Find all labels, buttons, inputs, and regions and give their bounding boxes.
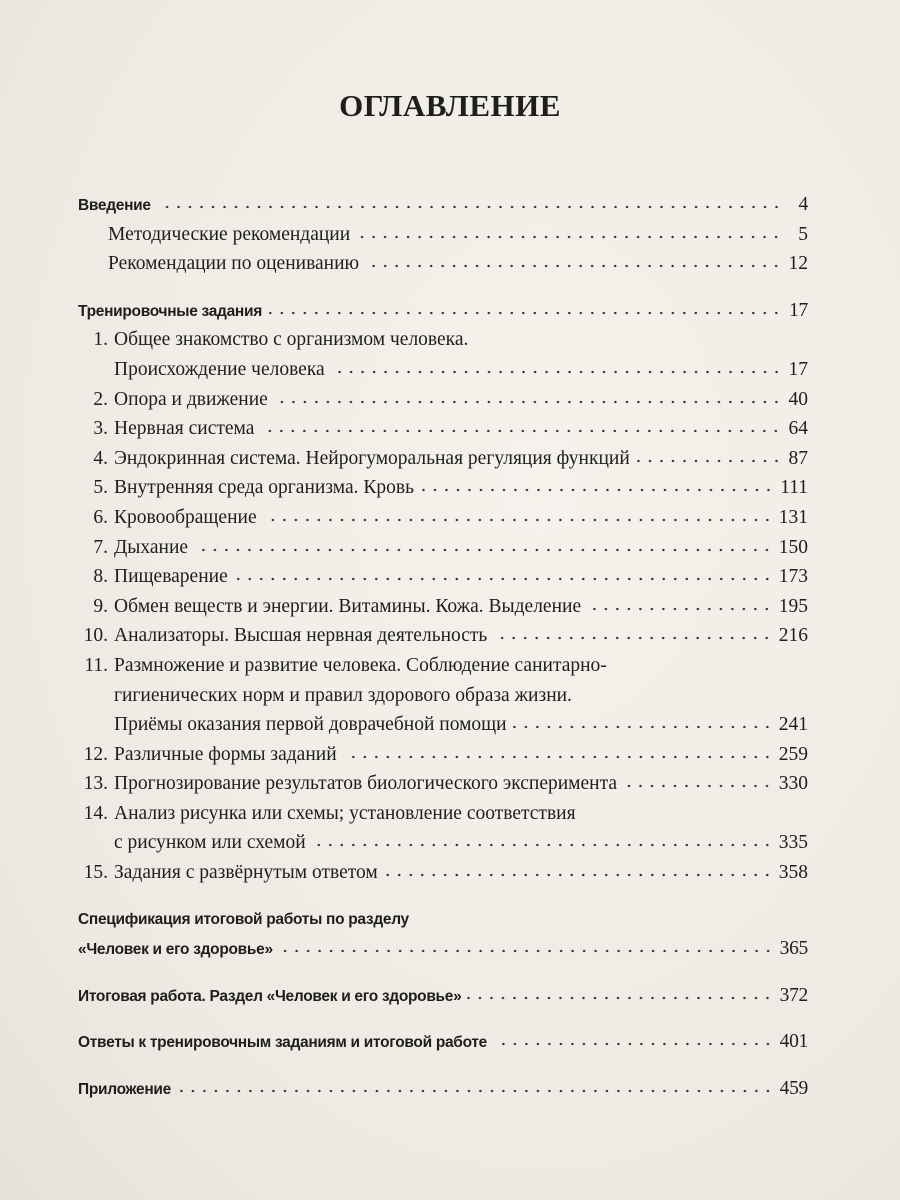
toc-entry-number: 6. <box>93 506 108 528</box>
dot-leader <box>260 428 782 434</box>
toc-entry[interactable] <box>78 533 808 563</box>
toc-page-number: 335 <box>778 832 808 854</box>
toc-page-number: 12 <box>788 253 808 275</box>
toc-entry[interactable] <box>78 858 808 888</box>
toc-entry[interactable] <box>78 740 808 770</box>
dot-leader <box>420 487 774 493</box>
toc-entry-label: Спецификация итоговой работы по разделу <box>78 910 409 928</box>
toc-entry-number: 11. <box>84 654 108 676</box>
toc-entry[interactable] <box>78 473 808 503</box>
toc-entry-number: 3. <box>93 418 108 440</box>
toc-page-number: 131 <box>778 506 808 528</box>
toc-entry-label: Размножение и развитие человека. Соблюдение санитарно- <box>114 654 607 676</box>
dot-leader <box>384 872 773 878</box>
toc-entry-label: Эндокринная система. Нейрогуморальная регуляция функций <box>114 447 630 469</box>
dot-leader <box>177 1088 774 1094</box>
toc-entry[interactable] <box>78 905 808 935</box>
toc-page-number: 150 <box>778 536 808 558</box>
toc-entry-number: 7. <box>93 536 108 558</box>
dot-leader <box>636 458 782 464</box>
toc-entry-label: гигиенических норм и правил здорового образа жизни. <box>114 684 572 706</box>
toc-entry-label: Тренировочные задания <box>78 302 262 320</box>
toc-entry-label: Приёмы оказания первой доврачебной помощи <box>114 714 507 736</box>
toc-entry[interactable] <box>78 769 808 799</box>
dot-leader <box>356 234 782 240</box>
toc-entry[interactable] <box>78 981 808 1011</box>
toc-page-number: 64 <box>788 418 808 440</box>
toc-page-number: 17 <box>789 299 808 321</box>
toc-page-number: 40 <box>788 388 808 410</box>
toc-entry[interactable] <box>78 651 808 681</box>
toc-page-number: 459 <box>779 1078 808 1100</box>
toc-entry-label: Опора и движение <box>114 388 268 410</box>
toc-entry[interactable] <box>78 592 808 622</box>
toc-entry[interactable] <box>78 828 808 858</box>
toc-entry-label: Нервная система <box>114 418 255 440</box>
toc-entry-number: 14. <box>83 802 108 824</box>
dot-leader <box>312 842 773 848</box>
dot-leader <box>279 948 774 954</box>
toc-page-number: 5 <box>798 223 808 245</box>
toc-entry-label: Происхождение человека <box>114 358 325 380</box>
toc-entry-number: 4. <box>93 447 108 469</box>
dot-leader <box>467 995 773 1001</box>
toc-entry-label: Пищеварение <box>114 566 228 588</box>
toc-entry-label: Анализаторы. Высшая нервная деятельность <box>114 625 488 647</box>
toc-entry-label: «Человек и его здоровье» <box>78 941 273 959</box>
dot-leader <box>493 635 772 641</box>
toc-entry-label: Кровообращение <box>114 506 257 528</box>
toc-entry[interactable] <box>78 503 808 533</box>
toc-entry[interactable] <box>78 799 808 829</box>
toc-entry[interactable] <box>78 190 808 220</box>
toc-entry-label: Анализ рисунка или схемы; установление соответствия <box>114 802 576 824</box>
dot-leader <box>331 369 782 375</box>
toc-entry-label: Рекомендации по оцениванию <box>108 253 360 275</box>
toc-entry[interactable] <box>78 325 808 355</box>
toc-entry-label: Задания с развёрнутым ответом <box>114 862 378 884</box>
toc-entry[interactable] <box>78 385 808 415</box>
toc-entry-label: Введение <box>78 197 151 214</box>
toc-entry-number: 10. <box>83 625 108 647</box>
toc-entry[interactable] <box>78 220 808 250</box>
toc-entry[interactable] <box>78 681 808 711</box>
toc-page-number: 216 <box>778 625 808 647</box>
dot-leader <box>234 576 773 582</box>
toc-page-number: 4 <box>798 194 808 215</box>
toc-entry-label: Общее знакомство с организмом человека. <box>114 329 469 351</box>
toc-entry-label: Обмен веществ и энергии. Витамины. Кожа. Выделение <box>114 595 582 617</box>
toc-page-number: 358 <box>778 862 808 884</box>
toc-entry-label: Итоговая работа. Раздел «Человек и его здоровье» <box>78 987 462 1005</box>
toc-page-number: 173 <box>778 566 808 588</box>
toc-entry-label: Ответы к тренировочным заданиям и итоговой работе <box>78 1034 487 1052</box>
dot-leader <box>157 204 782 210</box>
toc-entry[interactable] <box>78 1027 808 1057</box>
toc-page-number: 111 <box>780 477 808 499</box>
toc-entry-label: Прогнозирование результатов биологического эксперимента <box>114 773 618 795</box>
dot-leader <box>194 547 773 553</box>
dot-leader <box>365 263 782 269</box>
dot-leader <box>343 754 773 760</box>
toc-entry[interactable] <box>78 621 808 651</box>
toc-entry-number: 1. <box>93 329 108 351</box>
toc-entry[interactable] <box>78 710 808 740</box>
dot-leader <box>263 517 773 523</box>
toc-entry[interactable] <box>78 414 808 444</box>
toc-entry[interactable] <box>78 249 808 279</box>
toc-entry-label: с рисунком или схемой <box>114 832 306 854</box>
toc-entry-number: 2. <box>93 388 108 410</box>
toc-entry-number: 13. <box>83 773 108 795</box>
toc-entry[interactable] <box>78 1074 808 1104</box>
dot-leader <box>587 606 773 612</box>
toc-entry-number: 8. <box>93 566 108 588</box>
dot-leader <box>623 783 773 789</box>
toc-entry[interactable] <box>78 934 808 964</box>
dot-leader <box>268 310 782 316</box>
dot-leader <box>513 724 773 730</box>
toc-entry-label: Внутренняя среда организма. Кровь <box>114 477 414 499</box>
toc-entry-number: 5. <box>93 477 108 499</box>
toc-entry-number: 15. <box>83 862 108 884</box>
toc-entry-label: Приложение <box>78 1081 171 1099</box>
toc-page-number: 87 <box>788 447 808 469</box>
toc-entry-label: Различные формы заданий <box>114 743 337 765</box>
toc-page-number: 401 <box>779 1031 808 1053</box>
page-title: ОГЛАВЛЕНИЕ <box>339 88 561 123</box>
toc-page-number: 195 <box>778 595 808 617</box>
toc-entry-number: 9. <box>93 595 108 617</box>
toc-entry-number: 12. <box>83 743 108 765</box>
toc-entry[interactable] <box>78 562 808 592</box>
toc-page-number: 372 <box>779 984 808 1006</box>
toc-page-number: 330 <box>778 773 808 795</box>
toc-page-number: 17 <box>788 358 808 380</box>
toc-page-number: 365 <box>779 938 808 960</box>
toc-entry[interactable] <box>78 444 808 474</box>
toc-entry-label: Дыхание <box>114 536 189 558</box>
toc-entry-label: Методические рекомендации <box>108 223 351 245</box>
toc-entry[interactable] <box>78 355 808 385</box>
dot-leader <box>493 1041 774 1047</box>
table-of-contents <box>78 190 808 1104</box>
dot-leader <box>274 399 782 405</box>
toc-entry[interactable] <box>78 296 808 326</box>
toc-page-number: 259 <box>778 743 808 765</box>
toc-page-number: 241 <box>778 714 808 736</box>
